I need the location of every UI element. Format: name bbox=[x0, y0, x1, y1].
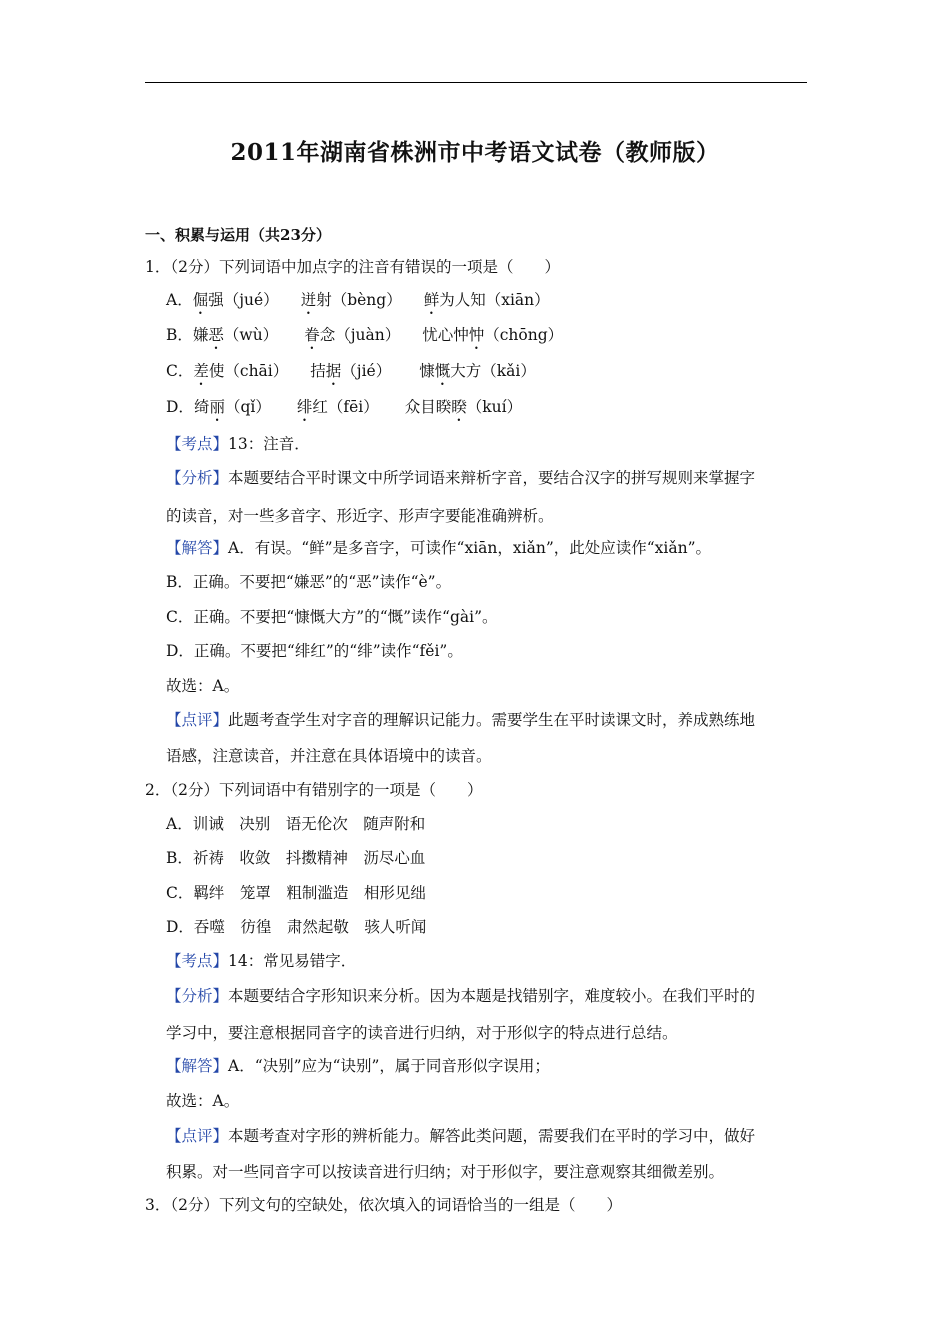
option-label: C． bbox=[166, 362, 194, 380]
word-rest: （chōng） bbox=[484, 326, 564, 344]
dotted-char: 迸 bbox=[300, 291, 317, 309]
q3-stem: 3．（2分）下列文句的空缺处，依次填入的词语恰当的一组是（ ） bbox=[145, 1196, 622, 1214]
word-pre: 绮 bbox=[193, 398, 210, 416]
dianping-text: 本题考查对字形的辨析能力。解答此类问题，需要我们在平时的学习中，做好 bbox=[228, 1127, 756, 1145]
q2-answer: 故选：A。 bbox=[166, 1092, 240, 1110]
jieda-text: A．“决别”应为“诀别”，属于同音形似字误用； bbox=[228, 1057, 550, 1075]
dotted-char: 绯 bbox=[296, 398, 313, 416]
word-rest: 念（juàn） bbox=[319, 326, 401, 344]
option-label: B． bbox=[166, 326, 193, 344]
word-pre: 拮 bbox=[310, 362, 326, 380]
dianping-tag: 【点评】 bbox=[166, 711, 229, 729]
dotted-char: 忡 bbox=[468, 326, 485, 344]
jieda-tag: 【解答】 bbox=[166, 1057, 229, 1075]
q2-stem: 2．（2分）下列词语中有错别字的一项是（ ） bbox=[145, 781, 483, 799]
q2-option-d: D．吞噬 彷徨 肃然起敬 骇人听闻 bbox=[166, 918, 427, 936]
q1-jieda-d: D．正确。不要把“绯红”的“绯”读作“fěi”。 bbox=[166, 642, 463, 660]
word-rest: （kuí） bbox=[466, 398, 523, 416]
fenxi-tag: 【分析】 bbox=[166, 469, 229, 487]
fenxi-text: 本题要结合平时课文中所学词语来辩析字音，要结合汉字的拼写规则来掌握字 bbox=[228, 469, 756, 487]
q2-option-c: C．羁绊 笼罩 粗制滥造 相形见绌 bbox=[166, 884, 426, 902]
kaodian-tag: 【考点】 bbox=[166, 435, 229, 453]
word-pre: 慷 bbox=[419, 362, 435, 380]
q1-jieda-b: B．正确。不要把“嫌恶”的“恶”读作“è”。 bbox=[166, 573, 452, 591]
page-title: 2011年湖南省株洲市中考语文试卷（教师版） bbox=[230, 139, 720, 166]
dotted-char: 差 bbox=[193, 362, 209, 380]
option-label: D． bbox=[166, 398, 194, 416]
q2-kaodian bbox=[166, 951, 356, 971]
word-rest: 使（chāi） bbox=[208, 362, 289, 380]
dotted-char: 眷 bbox=[304, 326, 320, 344]
word-rest: 强（jué） bbox=[208, 291, 279, 309]
word-rest: 红（fēi） bbox=[312, 398, 379, 416]
word-pre: 嫌 bbox=[192, 326, 209, 344]
kaodian-text: 13：注音． bbox=[228, 435, 310, 453]
fenxi-text: 本题要结合字形知识来分析。因为本题是找错别字，难度较小。在我们平时的 bbox=[228, 987, 756, 1005]
dotted-char: 据 bbox=[325, 362, 342, 380]
dotted-char: 倔 bbox=[192, 291, 209, 309]
q1-answer: 故选：A。 bbox=[166, 677, 240, 695]
dotted-char: 睽 bbox=[451, 398, 467, 416]
q1-jieda bbox=[166, 538, 711, 558]
dotted-char: 鲜 bbox=[423, 291, 440, 309]
word-rest: （qǐ） bbox=[224, 398, 271, 416]
q1-fenxi bbox=[166, 468, 755, 488]
dotted-char: 恶 bbox=[208, 326, 224, 344]
option-label: A． bbox=[166, 291, 193, 309]
q2-option-a: A．训诫 决别 语无伦次 随声附和 bbox=[166, 815, 426, 833]
dianping-text: 此题考查学生对字音的理解识记能力。需要学生在平时读课文时，养成熟练地 bbox=[228, 711, 756, 729]
q1-option-c bbox=[166, 361, 536, 389]
q1-option-d bbox=[166, 397, 522, 425]
q2-option-b: B．祈祷 收敛 抖擞精神 沥尽心血 bbox=[166, 849, 426, 867]
section-heading: 一、积累与运用（共23分） bbox=[145, 226, 331, 244]
word-rest: （jié） bbox=[341, 362, 392, 380]
q1-option-b bbox=[166, 325, 563, 353]
word-rest: 射（bèng） bbox=[316, 291, 402, 309]
header-rule bbox=[145, 82, 807, 83]
dotted-char: 丽 bbox=[209, 398, 225, 416]
q1-dianping bbox=[166, 710, 755, 730]
q2-dianping-cont: 积累。对一些同音字可以按读音进行归纳；对于形似字，要注意观察其细微差别。 bbox=[166, 1163, 725, 1181]
dotted-char: 慨 bbox=[434, 362, 451, 380]
jieda-text: A．有误。“鲜”是多音字，可读作“xiān，xiǎn”，此处应读作“xiǎn”。 bbox=[228, 539, 712, 557]
word-rest: 为人知（xiān） bbox=[439, 291, 550, 309]
q2-fenxi bbox=[166, 986, 755, 1006]
q1-kaodian bbox=[166, 434, 310, 454]
word-pre: 忧心忡 bbox=[422, 326, 469, 344]
q2-fenxi-cont: 学习中，要注意根据同音字的读音进行归纳，对于形似字的特点进行总结。 bbox=[166, 1024, 678, 1042]
word-rest: 大方（kǎi） bbox=[450, 362, 536, 380]
q1-fenxi-cont: 的读音，对一些多音字、形近字、形声字要能准确辨析。 bbox=[166, 507, 554, 525]
q2-jieda bbox=[166, 1056, 550, 1076]
kaodian-text: 14：常见易错字． bbox=[228, 952, 357, 970]
q2-dianping bbox=[166, 1126, 755, 1146]
dianping-tag: 【点评】 bbox=[166, 1127, 229, 1145]
word-pre: 众目睽 bbox=[404, 398, 452, 416]
q1-option-a bbox=[166, 290, 550, 318]
q1-dianping-cont: 语感，注意读音，并注意在具体语境中的读音。 bbox=[166, 747, 492, 765]
fenxi-tag: 【分析】 bbox=[166, 987, 229, 1005]
q1-stem: 1．（2分）下列词语中加点字的注音有错误的一项是（ ） bbox=[145, 258, 560, 276]
kaodian-tag: 【考点】 bbox=[166, 952, 229, 970]
word-rest: （wù） bbox=[223, 326, 279, 344]
q1-jieda-c: C．正确。不要把“慷慨大方”的“慨”读作“gài”。 bbox=[166, 608, 498, 626]
jieda-tag: 【解答】 bbox=[166, 539, 229, 557]
